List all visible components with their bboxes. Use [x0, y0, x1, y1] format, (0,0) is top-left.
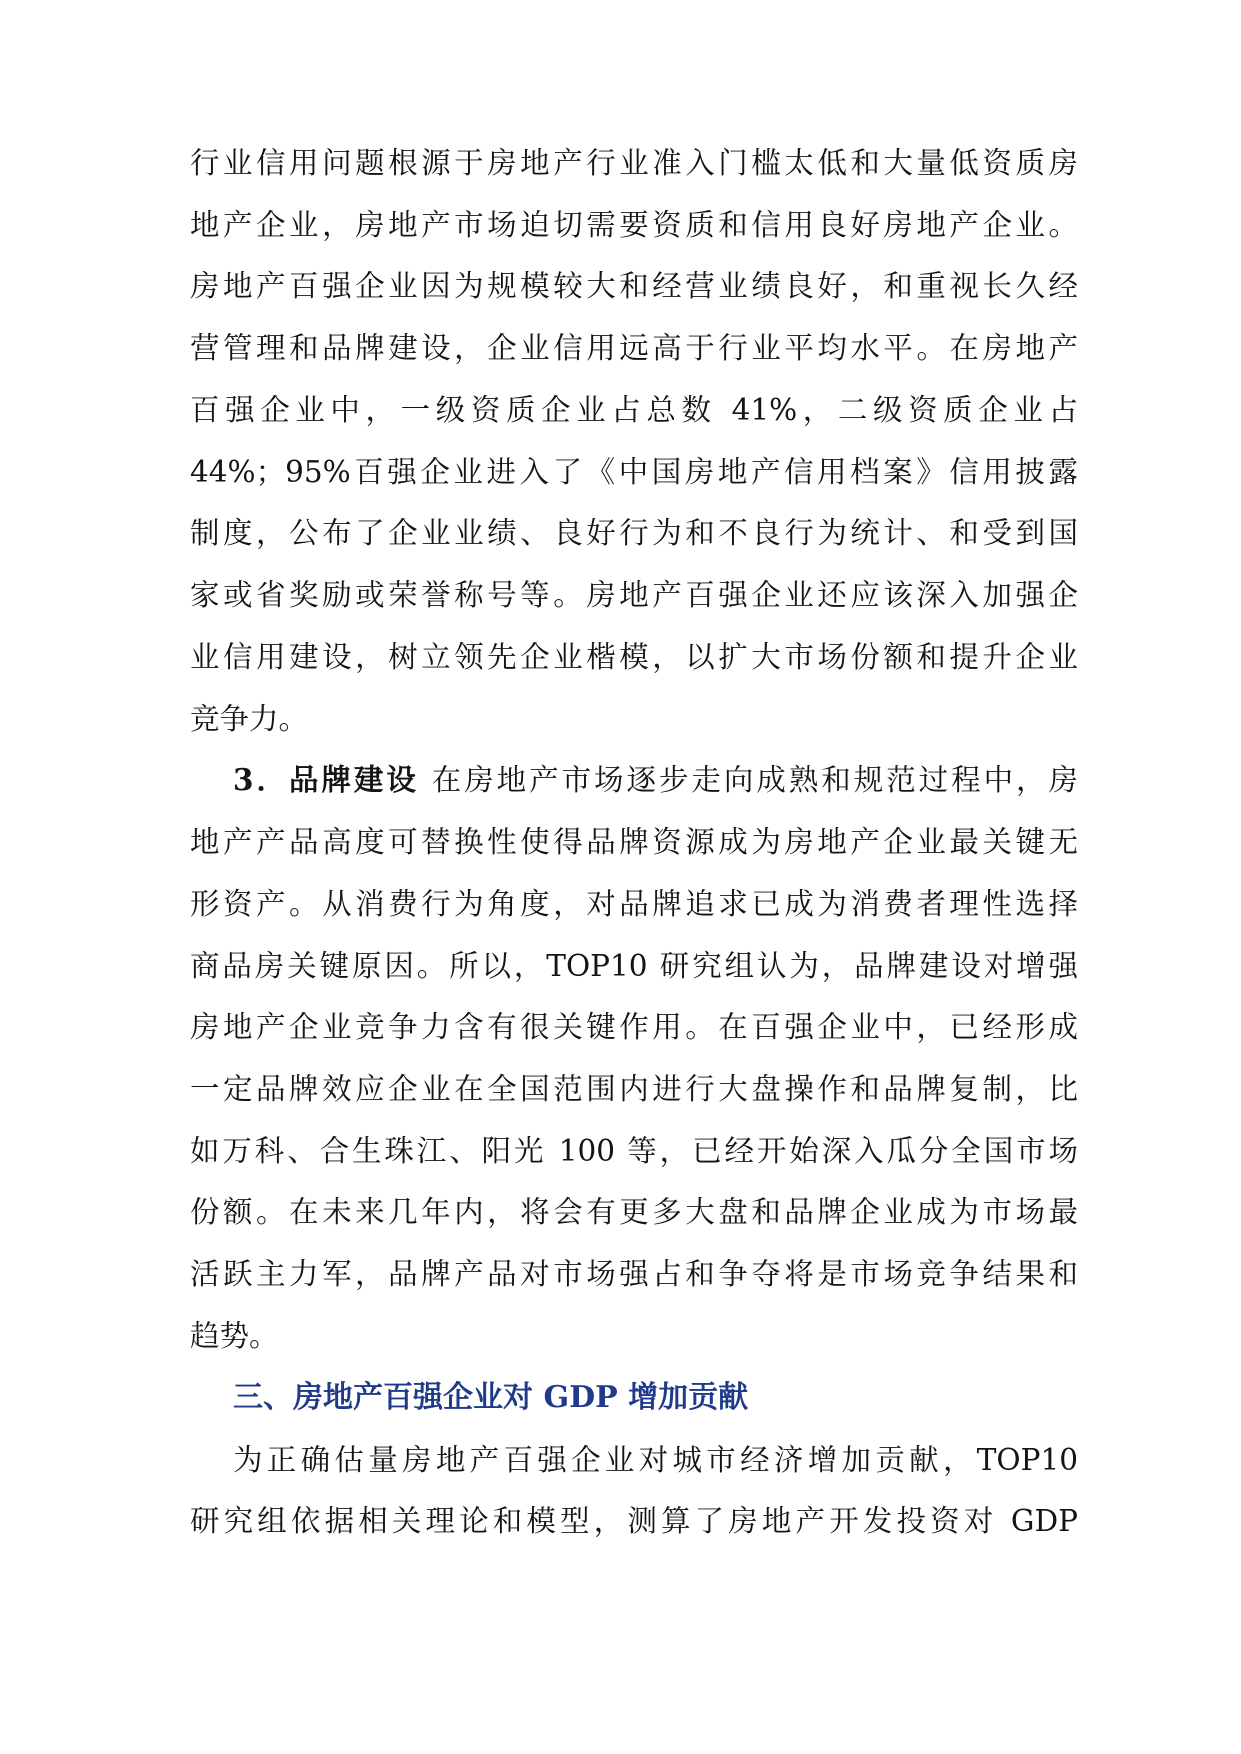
- paragraph-line: 地产产品高度可替换性使得品牌资源成为房地产企业最关键无: [190, 825, 1078, 859]
- paragraph-line: 一定品牌效应企业在全国范围内进行大盘操作和品牌复制，比: [190, 1072, 1078, 1106]
- paragraph-line: 研究组依据相关理论和模型，测算了房地产开发投资对 GDP: [190, 1504, 1078, 1538]
- paragraph-line: 趋势。: [190, 1319, 279, 1353]
- paragraph-line: 商品房关键原因。所以，TOP10 研究组认为，品牌建设对增强: [190, 949, 1078, 983]
- section-heading: 三、房地产百强企业对 GDP 增加贡献: [233, 1380, 749, 1415]
- paragraph-line: 房地产企业竞争力含有很关键作用。在百强企业中，已经形成: [190, 1010, 1078, 1044]
- paragraph-line: 房地产百强企业因为规模较大和经营业绩良好，和重视长久经: [190, 269, 1078, 303]
- paragraph-line: 份额。在未来几年内，将会有更多大盘和品牌企业成为市场最: [190, 1195, 1078, 1229]
- paragraph-line: 制度，公布了企业业绩、良好行为和不良行为统计、和受到国: [190, 516, 1078, 550]
- paragraph-line: 家或省奖励或荣誉称号等。房地产百强企业还应该深入加强企: [190, 578, 1078, 612]
- paragraph-line: 形资产。从消费行为角度，对品牌追求已成为消费者理性选择: [190, 887, 1078, 921]
- paragraph-line: 业信用建设，树立领先企业楷模，以扩大市场份额和提升企业: [190, 640, 1078, 674]
- paragraph-first-line: [233, 760, 1078, 800]
- paragraph-line: 行业信用问题根源于房地产行业准入门槛太低和大量低资质房: [190, 146, 1078, 180]
- paragraph-line: 44%；95%百强企业进入了《中国房地产信用档案》信用披露: [190, 455, 1078, 489]
- paragraph-line: 营管理和品牌建设，企业信用远高于行业平均水平。在房地产: [190, 331, 1078, 365]
- paragraph-line: 百强企业中，一级资质企业占总数 41%，二级资质企业占: [190, 393, 1078, 427]
- paragraph-line: 为正确估量房地产百强企业对城市经济增加贡献，TOP10: [233, 1443, 1078, 1477]
- paragraph-line: 如万科、合生珠江、阳光 100 等，已经开始深入瓜分全国市场: [190, 1134, 1078, 1168]
- paragraph-line-rest: 在房地产市场逐步走向成熟和规范过程中，房: [428, 763, 1078, 797]
- paragraph-line: 活跃主力军，品牌产品对市场强占和争夺将是市场竞争结果和: [190, 1257, 1078, 1291]
- subsection-heading: 3．品牌建设: [233, 762, 419, 797]
- paragraph-line: 竞争力。: [190, 702, 309, 736]
- paragraph-line: 地产企业，房地产市场迫切需要资质和信用良好房地产企业。: [190, 208, 1078, 242]
